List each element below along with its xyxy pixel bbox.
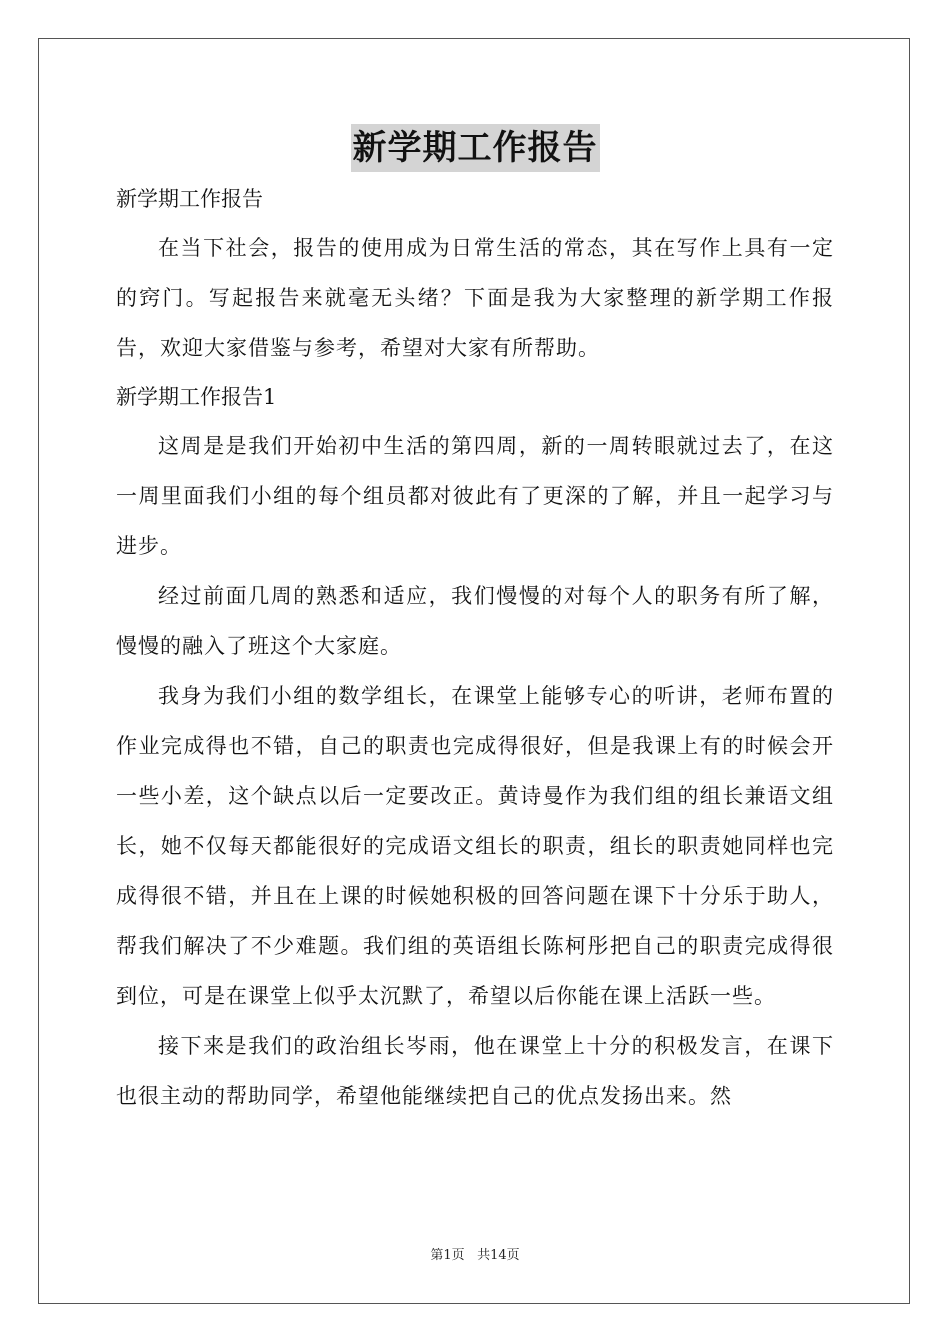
document-title-block bbox=[0, 124, 950, 178]
paragraph: 这周是是我们开始初中生活的第四周，新的一周转眼就过去了，在这一周里面我们小组的每个组员都对彼此有了更深的了解，并且一起学习与进步。 bbox=[116, 434, 834, 558]
page-number: 第1页 bbox=[430, 1248, 465, 1263]
section-heading: 新学期工作报告1 bbox=[116, 385, 277, 409]
page-total: 共14页 bbox=[477, 1248, 520, 1263]
document-body bbox=[116, 175, 834, 1121]
paragraph: 我身为我们小组的数学组长，在课堂上能够专心的听讲，老师布置的作业完成得也不错，自己的职责也完成得很好，但是我课上有的时候会开一些小差，这个缺点以后一定要改正。黄诗曼作为我们组的组长兼语文组长，她不仅每天都能很好的完成语文组长的职责，组长的职责她同样也完成得很不错，并且在上课的时候她积极的回答问题在课下十分乐于助人，帮我们解决了不少难题。我们组的英语组长陈柯彤把自己的职责完成得很到位，可是在课堂上似乎太沉默了，希望以后你能在课上活跃一些。 bbox=[116, 684, 834, 1008]
page-footer bbox=[0, 1246, 950, 1266]
paragraph: 接下来是我们的政治组长岑雨，他在课堂上十分的积极发言，在课下也很主动的帮助同学，希望他能继续把自己的优点发扬出来。然 bbox=[116, 1034, 834, 1108]
paragraph: 在当下社会，报告的使用成为日常生活的常态，其在写作上具有一定的窍门。写起报告来就毫无头绪？下面是我为大家整理的新学期工作报告，欢迎大家借鉴与参考，希望对大家有所帮助。 bbox=[116, 236, 834, 360]
document-title: 新学期工作报告 bbox=[351, 124, 600, 172]
section-heading: 新学期工作报告 bbox=[116, 187, 263, 211]
paragraph: 经过前面几周的熟悉和适应，我们慢慢的对每个人的职务有所了解，慢慢的融入了班这个大家庭。 bbox=[116, 584, 834, 658]
